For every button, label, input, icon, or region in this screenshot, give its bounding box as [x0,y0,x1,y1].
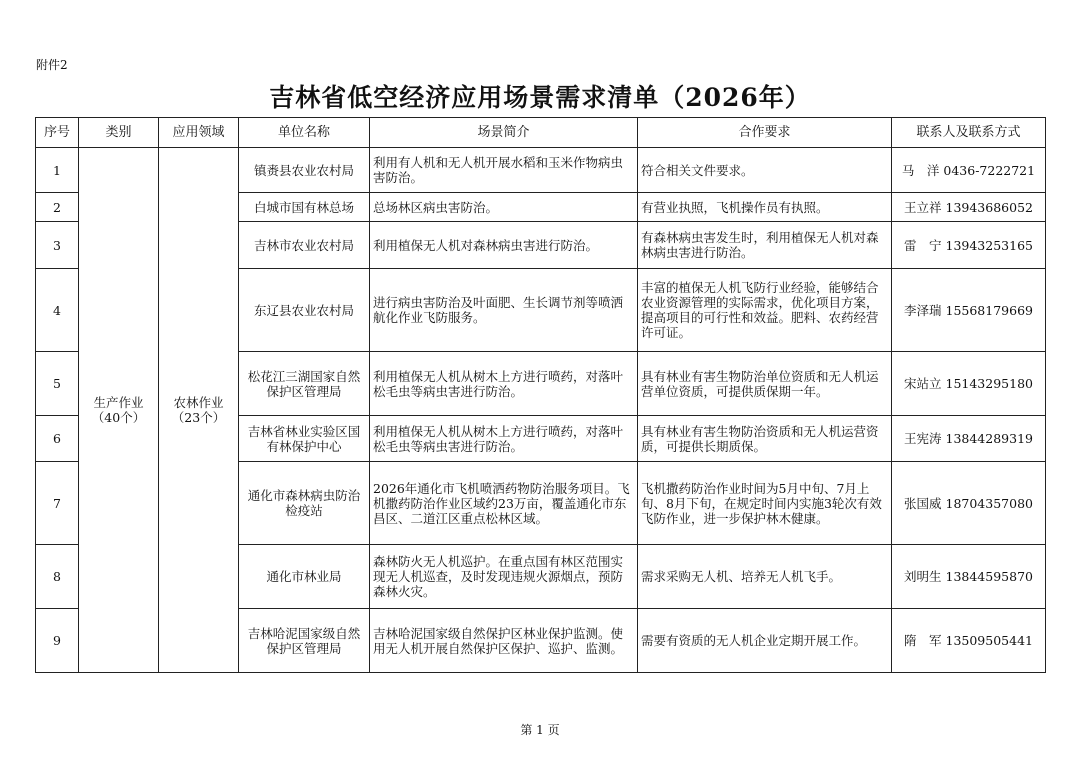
row-index: 8 [36,545,79,609]
header-index: 序号 [36,118,79,148]
unit-name: 镇赉县农业农村局 [239,148,370,193]
scene-description: 总场林区病虫害防治。 [370,193,638,222]
header-unit: 单位名称 [239,118,370,148]
unit-name: 白城市国有林总场 [239,193,370,222]
document-title: 吉林省低空经济应用场景需求清单（2026年） [269,83,811,112]
unit-name: 吉林市农业农村局 [239,222,370,269]
scene-description: 利用植保无人机对森林病虫害进行防治。 [370,222,638,269]
header-field: 应用领域 [159,118,239,148]
category-cell [79,148,159,673]
cooperation-requirement: 具有林业有害生物防治资质和无人机运营资质，可提供长期质保。 [638,416,892,462]
cooperation-requirement: 丰富的植保无人机飞防行业经验，能够结合农业资源管理的实际需求，优化项目方案，提高项目的可行性和效益。肥料、农药经营许可证。 [638,269,892,352]
row-index: 2 [36,193,79,222]
header-category: 类别 [79,118,159,148]
cooperation-requirement: 需求采购无人机、培养无人机飞手。 [638,545,892,609]
header-contact: 联系人及联系方式 [892,118,1046,148]
contact-info: 雷 宁 13943253165 [892,222,1046,269]
contact-info: 隋 军 13509505441 [892,609,1046,673]
row-index: 6 [36,416,79,462]
field-cell [159,148,239,673]
unit-name: 吉林哈泥国家级自然保护区管理局 [239,609,370,673]
cooperation-requirement: 飞机撒药防治作业时间为5月中旬、7月上旬、8月下旬，在规定时间内实施3轮次有效飞防作业，进一步保护林木健康。 [638,462,892,545]
contact-info: 张国威 18704357080 [892,462,1046,545]
requirements-table [35,117,1046,673]
unit-name: 松花江三湖国家自然保护区管理局 [239,352,370,416]
row-index: 5 [36,352,79,416]
contact-info: 刘明生 13844595870 [892,545,1046,609]
category-label: 生产作业 [93,395,144,410]
unit-name: 通化市林业局 [239,545,370,609]
table-header-row [36,118,1046,148]
scene-description: 利用植保无人机从树木上方进行喷药，对落叶松毛虫等病虫害进行防治。 [370,416,638,462]
contact-info: 李泽瑞 15568179669 [892,269,1046,352]
header-scene: 场景简介 [370,118,638,148]
contact-info: 马 洋 0436-7222721 [892,148,1046,193]
contact-info: 宋站立 15143295180 [892,352,1046,416]
unit-name: 东辽县农业农村局 [239,269,370,352]
row-index: 3 [36,222,79,269]
cooperation-requirement: 符合相关文件要求。 [638,148,892,193]
scene-description: 进行病虫害防治及叶面肥、生长调节剂等喷洒航化作业飞防服务。 [370,269,638,352]
scene-description: 利用植保无人机从树木上方进行喷药，对落叶松毛虫等病虫害进行防治。 [370,352,638,416]
scene-description: 利用有人机和无人机开展水稻和玉米作物病虫害防治。 [370,148,638,193]
table-row [36,148,1046,193]
cooperation-requirement: 有森林病虫害发生时，利用植保无人机对森林病虫害进行防治。 [638,222,892,269]
cooperation-requirement: 需要有资质的无人机企业定期开展工作。 [638,609,892,673]
scene-description: 森林防火无人机巡护。在重点国有林区范围实现无人机巡查，及时发现违规火源烟点，预防森林火灾。 [370,545,638,609]
row-index: 7 [36,462,79,545]
row-index: 4 [36,269,79,352]
cooperation-requirement: 有营业执照，飞机操作员有执照。 [638,193,892,222]
scene-description: 吉林哈泥国家级自然保护区林业保护监测。使用无人机开展自然保护区保护、巡护、监测。 [370,609,638,673]
header-requirement: 合作要求 [638,118,892,148]
unit-name: 通化市森林病虫防治检疫站 [239,462,370,545]
contact-info: 王宪涛 13844289319 [892,416,1046,462]
row-index: 9 [36,609,79,673]
contact-info: 王立祥 13943686052 [892,193,1046,222]
field-label: 农林作业 [173,395,224,410]
scene-description: 2026年通化市飞机喷洒药物防治服务项目。飞机撒药防治作业区域约23万亩，覆盖通化市东昌区、二道江区重点松林区域。 [370,462,638,545]
row-index: 1 [36,148,79,193]
field-count: （23个） [171,410,226,425]
page-number: 第 1 页 [520,723,560,737]
cooperation-requirement: 具有林业有害生物防治单位资质和无人机运营单位资质，可提供质保期一年。 [638,352,892,416]
category-count: （40个） [91,410,146,425]
attachment-label: 附件2 [36,58,68,72]
unit-name: 吉林省林业实验区国有林保护中心 [239,416,370,462]
